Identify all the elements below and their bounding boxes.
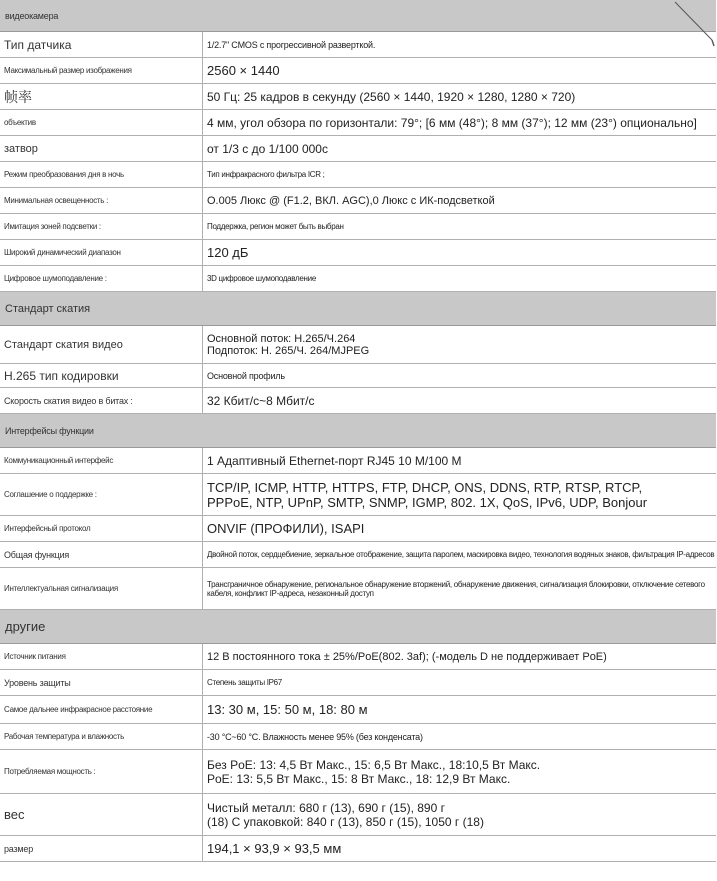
row-label: Максимальный размер изображения [0, 58, 203, 83]
spec-row-power-consumption [0, 750, 716, 794]
section-title: видеокамера [5, 10, 59, 21]
row-value: Основной профиль [207, 370, 285, 381]
row-value: Степень защиты IP67 [207, 678, 282, 687]
row-value: Двойной поток, сердцебиение, зеркальное отображение, защита паролем, маскировка видео, технология водяных знаков, фильтрация IP-адресов [207, 550, 715, 559]
spec-row-shutter [0, 136, 716, 162]
row-label: размер [0, 836, 203, 861]
spec-row-frame-rate [0, 84, 716, 110]
spec-row-min-illumination [0, 188, 716, 214]
row-label: затвор [0, 136, 203, 161]
row-label: объектив [0, 110, 203, 135]
row-label: Интеллектуальная сигнализация [0, 568, 203, 609]
section-header-camera [0, 0, 716, 32]
decorative-line [657, 0, 717, 50]
row-label: Коммуникационный интерфейс [0, 448, 203, 473]
spec-row-video-compression [0, 326, 716, 364]
spec-row-weight [0, 794, 716, 836]
row-value: от 1/3 с до 1/100 000с [207, 141, 328, 156]
row-value: 4 мм, угол обзора по горизонтали: 79°; [6 мм (48°); 8 мм (37°); 12 мм (23°) опционально] [207, 115, 697, 130]
row-label: Режим преобразования дня в ночь [0, 162, 203, 187]
spec-row-general-function [0, 542, 716, 568]
spec-row-protocols [0, 474, 716, 516]
spec-row-dnr [0, 266, 716, 292]
row-label: Минимальная освещенность : [0, 188, 203, 213]
row-label: Тип датчика [0, 32, 203, 57]
row-value: 1 Адаптивный Ethernet-порт RJ45 10 M/100 M [207, 453, 462, 468]
spec-row-power [0, 644, 716, 670]
row-value: Тип инфракрасного фильтра ICR ; [207, 170, 325, 179]
spec-row-smart-detection [0, 568, 716, 610]
row-label: Скорость скатия видео в битах : [0, 388, 203, 413]
row-value: 194,1 × 93,9 × 93,5 мм [207, 841, 342, 856]
spec-row-interface-protocol [0, 516, 716, 542]
row-label: Самое дальнее инфракрасное расстояние [0, 696, 203, 723]
row-value: -30 °C~60 °C. Влажность менее 95% (без конденсата) [207, 731, 423, 742]
section-header-other [0, 610, 716, 644]
row-value: 12 В постоянного тока ± 25%/PoE(802. 3af); (-модель D не поддерживает PoE) [207, 650, 607, 663]
row-value: TCP/IP, ICMP, HTTP, HTTPS, FTP, DHCP, ONS, DDNS, RTP, RTSP, RTCP, PPPoE, NTP, UPnP, SMTP, SNMP, IGMP, 802. 1X, QoS, IPv6, UDP, Bonjour [207, 479, 648, 510]
row-value: 3D цифровое шумоподавление [207, 274, 316, 283]
row-label: Соглашение о поддержке : [0, 474, 203, 515]
row-value: Поддержка, регион может быть выбран [207, 222, 344, 231]
spec-row-operating-conditions [0, 724, 716, 750]
spec-row-bitrate [0, 388, 716, 414]
section-header-interfaces [0, 414, 716, 448]
spec-row-roi [0, 214, 716, 240]
row-label: Потребляемая мощность : [0, 750, 203, 793]
row-value: 1/2.7" CMOS с прогрессивной разверткой. [207, 39, 376, 50]
row-label: Источник питания [0, 644, 203, 669]
spec-row-max-resolution [0, 58, 716, 84]
section-title: Интерфейсы функции [5, 425, 94, 436]
spec-row-wdr [0, 240, 716, 266]
row-label: Стандарт скатия видео [0, 326, 203, 363]
spec-row-protection [0, 670, 716, 696]
row-label: Широкий динамический диапазон [0, 240, 203, 265]
section-title: другие [5, 619, 46, 634]
spec-row-day-night [0, 162, 716, 188]
row-label: вес [0, 794, 203, 835]
row-label: Общая функция [0, 542, 203, 567]
spec-row-sensor-type [0, 32, 716, 58]
row-label: Рабочая температура и влажность [0, 724, 203, 749]
row-value: О.005 Люкс @ (F1.2, ВКЛ. AGC),0 Люкс с ИК-подсветкой [207, 194, 495, 207]
section-header-compression [0, 292, 716, 326]
row-value: 13: 30 м, 15: 50 м, 18: 80 м [207, 702, 368, 717]
row-value: 120 дБ [207, 245, 249, 260]
row-label: H.265 тип кодировки [0, 364, 203, 387]
row-value: Основной поток: H.265/Ч.264 Подпоток: Н. 265/Ч. 264/MJPEG [207, 332, 370, 357]
row-value: 2560 × 1440 [207, 63, 280, 78]
row-value: Чистый металл: 680 г (13), 690 г (15), 890 г (18) С упаковкой: 840 г (13), 850 г (15), 1050 г (18) [207, 800, 484, 829]
row-value: 32 Кбит/с~8 Мбит/с [207, 393, 315, 408]
spec-row-h265-profile [0, 364, 716, 388]
row-label: Уровень защиты [0, 670, 203, 695]
row-value: 50 Гц: 25 кадров в секунду (2560 × 1440, 1920 × 1280, 1280 × 720) [207, 89, 576, 104]
row-label: Имитация зоней подсветки : [0, 214, 203, 239]
spec-row-lens [0, 110, 716, 136]
spec-row-ir-range [0, 696, 716, 724]
spec-row-network-interface [0, 448, 716, 474]
spec-row-size [0, 836, 716, 862]
row-value: ONVIF (ПРОФИЛИ), ISAPI [207, 521, 365, 536]
row-label: Интерфейсный протокол [0, 516, 203, 541]
row-label: Цифровое шумоподавление : [0, 266, 203, 291]
section-title: Стандарт скатия [5, 302, 91, 315]
row-label: 帧率 [0, 84, 203, 109]
row-value: Трансграничное обнаружение, региональное обнаружение вторжений, обнаружение движения, сигнализация блокировки, отключение сетевого кабеля, конфликт IP-адреса, незаконный доступ [207, 579, 705, 598]
row-value: Без PoE: 13: 4,5 Вт Макс., 15: 6,5 Вт Макс., 18:10,5 Вт Макс. PoE: 13: 5,5 Вт Макс., 15: 8 Вт Макс., 18: 12,9 Вт Макс. [207, 757, 541, 786]
